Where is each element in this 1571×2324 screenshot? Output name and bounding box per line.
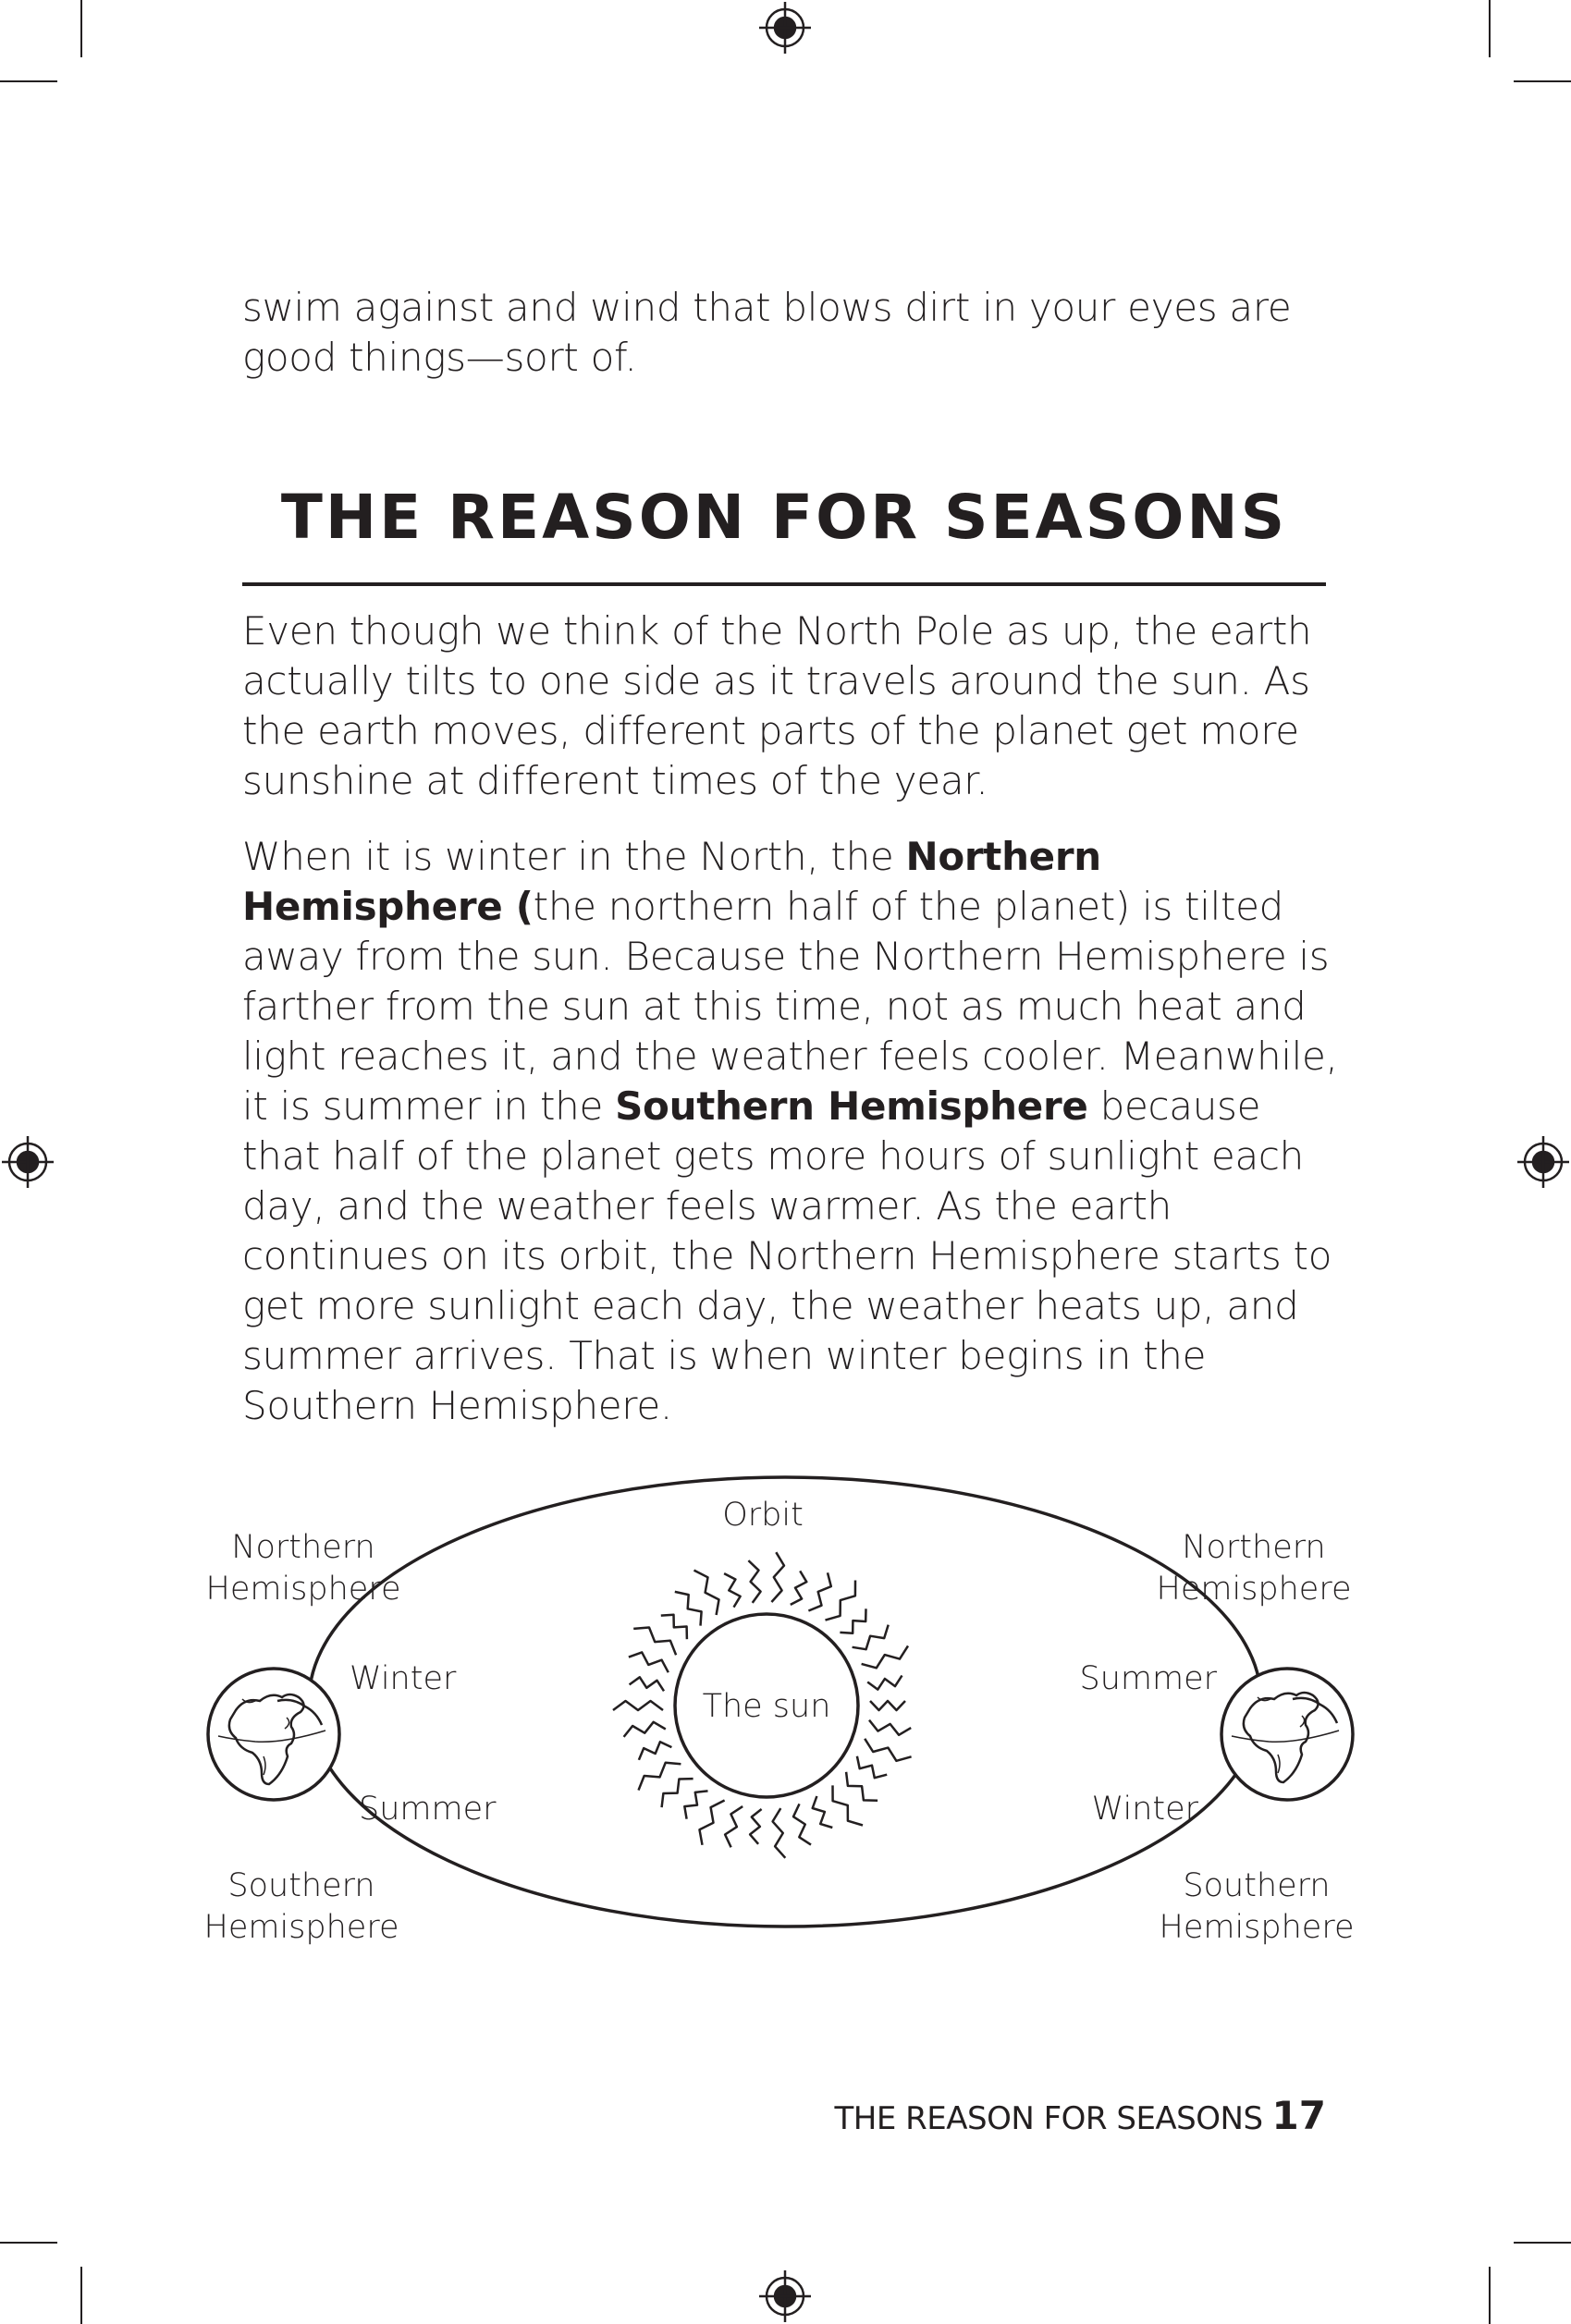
sun-ray (633, 1628, 676, 1656)
left-south-label (200, 1865, 403, 1949)
section-heading: THE REASON FOR SEASONS (280, 482, 1288, 553)
sun-ray (862, 1645, 908, 1668)
right-season-bottom: Winter (1091, 1791, 1198, 1828)
sun-ray (662, 1779, 693, 1807)
sun-ray (748, 1560, 760, 1603)
right-north-label-line1: Northern (1182, 1529, 1326, 1566)
p2-text-1: When it is winter in the North, the (242, 834, 906, 879)
earth-right (1221, 1669, 1353, 1800)
sun-ray (675, 1592, 702, 1626)
sun-ray (853, 1625, 889, 1650)
sun-ray (813, 1796, 833, 1828)
right-north-label-line2: Hemisphere (1156, 1571, 1352, 1608)
p2-text-3: because that half of the planet gets more hours of sunlight each day, and the weather feels warmer. As the earth continues on its orbit, the Northern Hemisphere starts to get more sunlight each day, the weather heats up, and summer arrives. That is when winter begins in the Southern Hemisphere. (242, 1083, 1332, 1428)
term-southern-hemisphere: Southern Hemisphere (615, 1083, 1088, 1129)
sun-ray (661, 1615, 687, 1640)
left-north-label-line1: Northern (231, 1529, 375, 1566)
sun-ray (629, 1652, 669, 1672)
left-south-label-line2: Hemisphere (203, 1909, 399, 1946)
sun-ray (700, 1801, 725, 1845)
sun-label: The sun (702, 1688, 831, 1725)
sun-ray (870, 1701, 905, 1710)
sun-ray (725, 1806, 743, 1847)
left-season-bottom: Summer (359, 1791, 497, 1828)
sun-ray (694, 1571, 719, 1615)
p2-text-2: the northern half of the planet) is tilted away from the sun. Because the Northern Hemisphere is farther from the sun at this time, not as much heat and light reaches it, and the weather feels cooler. Meanwhile, it is summer in the (242, 884, 1338, 1129)
left-north-label (202, 1527, 405, 1610)
paragraph-tilt: Even though we think of the North Pole as up, the earth actually tilts to one side as it travels around the sun. As the earth moves, different parts of the planet get more sunshine at different times of the year. (242, 608, 1312, 803)
running-head: THE REASON FOR SEASONS (834, 2100, 1263, 2137)
sun-ray (630, 1677, 664, 1691)
sun-ray (808, 1572, 830, 1610)
sun-ray (857, 1756, 887, 1779)
page-footer (835, 2094, 1326, 2141)
left-north-label-line2: Hemisphere (205, 1571, 401, 1608)
sun-ray (865, 1739, 911, 1761)
sun-ray (869, 1720, 911, 1735)
sun-ray (639, 1763, 681, 1791)
sun-ray (624, 1722, 666, 1737)
sun-ray (639, 1742, 672, 1760)
sun-ray (791, 1571, 807, 1605)
left-south-label-line1: Southern (227, 1867, 375, 1904)
right-north-label (1152, 1527, 1356, 1610)
left-season-top: Winter (350, 1660, 457, 1697)
sun-ray (724, 1573, 741, 1608)
orbit-label: Orbit (722, 1497, 804, 1534)
sun-ray (684, 1791, 707, 1818)
earth-left (208, 1669, 339, 1800)
sun-ray (771, 1552, 784, 1602)
sun-ray (833, 1785, 864, 1825)
right-season-top: Summer (1079, 1660, 1217, 1697)
sun-ray (793, 1804, 811, 1844)
sun-ray (846, 1772, 878, 1801)
right-south-label-line2: Hemisphere (1159, 1909, 1355, 1946)
page-number: 17 (1271, 2093, 1326, 2138)
sun-ray (750, 1809, 762, 1844)
sun-ray (867, 1676, 902, 1690)
sun-ray (840, 1608, 865, 1633)
sun-ray (773, 1808, 786, 1858)
right-south-label-line1: Southern (1183, 1867, 1331, 1904)
intro-paragraph: swim against and wind that blows dirt in your eyes are good things—sort of. (242, 285, 1292, 380)
sun-ray (613, 1701, 663, 1710)
right-south-label (1155, 1865, 1358, 1949)
term-northern-hemisphere: Northern Hemisphere ( (242, 834, 1101, 929)
